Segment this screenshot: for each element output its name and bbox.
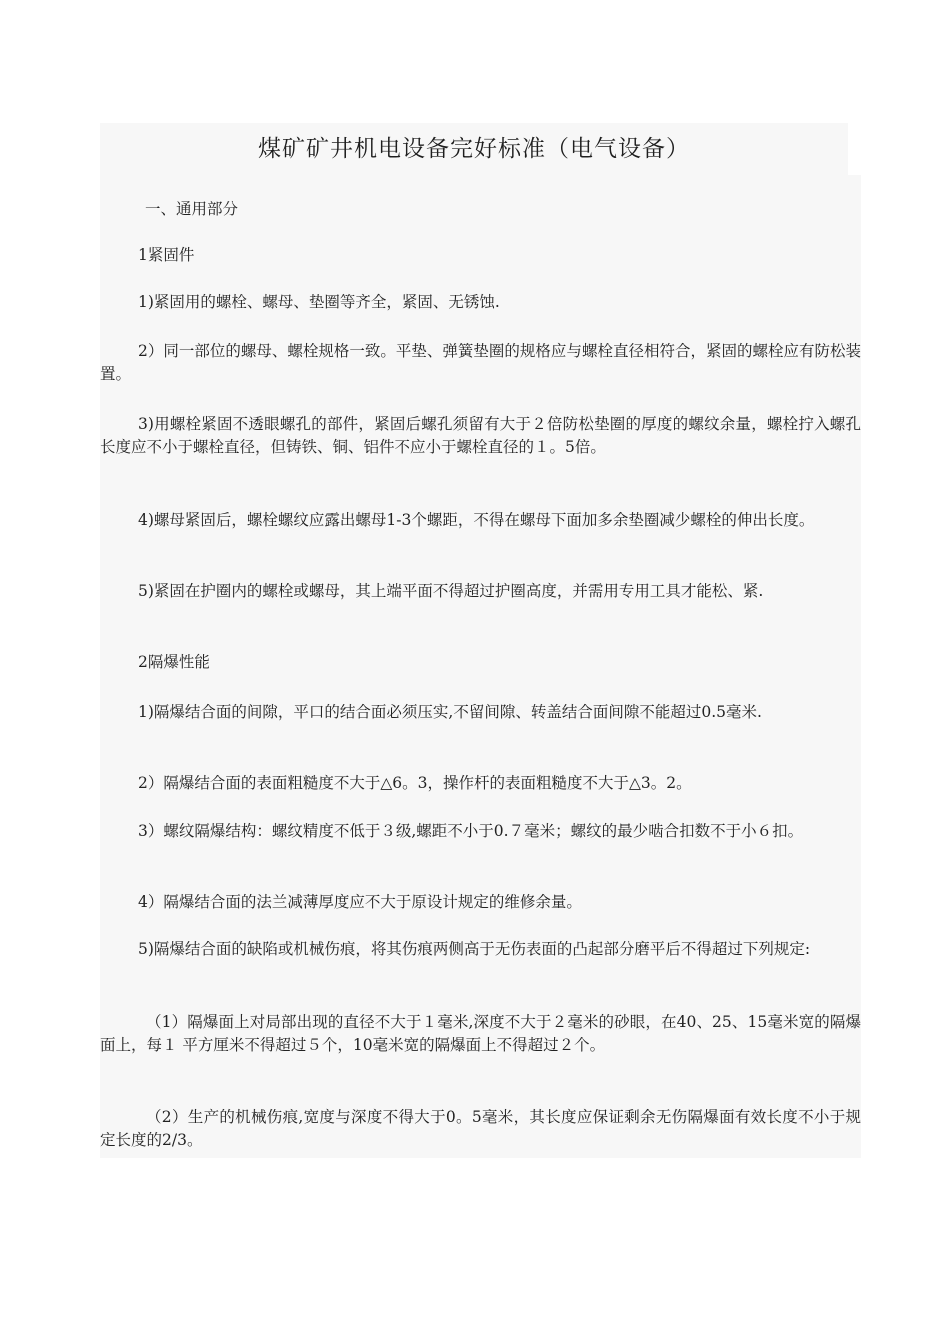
paragraph: 5)紧固在护圈内的螺栓或螺母，其上端平面不得超过护圈高度，并需用专用工具才能松、紧. <box>138 582 764 600</box>
paragraph: 2）同一部位的螺母、螺栓规格一致。平垫、弹簧垫圈的规格应与螺栓直径相符合，紧固的螺栓应有防松装置。 <box>100 342 861 383</box>
paragraph: 1)隔爆结合面的间隙，平口的结合面必须压实,不留间隙、转盖结合面间隙不能超过0.5毫米. <box>138 703 762 721</box>
paragraph: 5)隔爆结合面的缺陷或机械伤痕，将其伤痕两侧高于无伤表面的凸起部分磨平后不得超过下列规定: <box>138 940 811 958</box>
paragraph: （1）隔爆面上对局部出现的直径不大于１毫米,深度不大于２毫米的砂眼，在40、25、15毫米宽的隔爆面上，每１ 平方厘米不得超过５个，10毫米宽的隔爆面上不得超过２个。 <box>100 1013 861 1054</box>
paragraph: （2）生产的机械伤痕,宽度与深度不得大于0。5毫米，其长度应保证剩余无伤隔爆面有效长度不小于规定长度的2/3。 <box>100 1108 861 1149</box>
subsection-heading: 1紧固件 <box>138 246 195 264</box>
subsection-heading: 2隔爆性能 <box>138 653 210 671</box>
paragraph: 3）螺纹隔爆结构：螺纹精度不低于３级,螺距不小于0.７毫米；螺纹的最少啮合扣数不于小６扣。 <box>138 822 804 840</box>
paragraph: 1)紧固用的螺栓、螺母、垫圈等齐全，紧固、无锈蚀. <box>138 293 500 311</box>
paragraph: 4）隔爆结合面的法兰减薄厚度应不大于原设计规定的维修余量。 <box>138 893 582 911</box>
page-title: 煤矿矿井机电设备完好标准（电气设备） <box>258 136 690 162</box>
paragraph: 3)用螺栓紧固不透眼螺孔的部件，紧固后螺孔须留有大于２倍防松垫圈的厚度的螺纹余量，螺栓拧入螺孔长度应不小于螺栓直径，但铸铁、铜、铝件不应小于螺栓直径的１。5倍。 <box>100 415 861 456</box>
section-heading: 一、通用部分 <box>145 200 239 218</box>
paragraph: 2）隔爆结合面的表面粗糙度不大于△6。3，操作杆的表面粗糙度不大于△3。2。 <box>138 774 692 792</box>
paragraph: 4)螺母紧固后，螺栓螺纹应露出螺母1-3个螺距，不得在螺母下面加多余垫圈减少螺栓的伸出长度。 <box>138 511 815 529</box>
